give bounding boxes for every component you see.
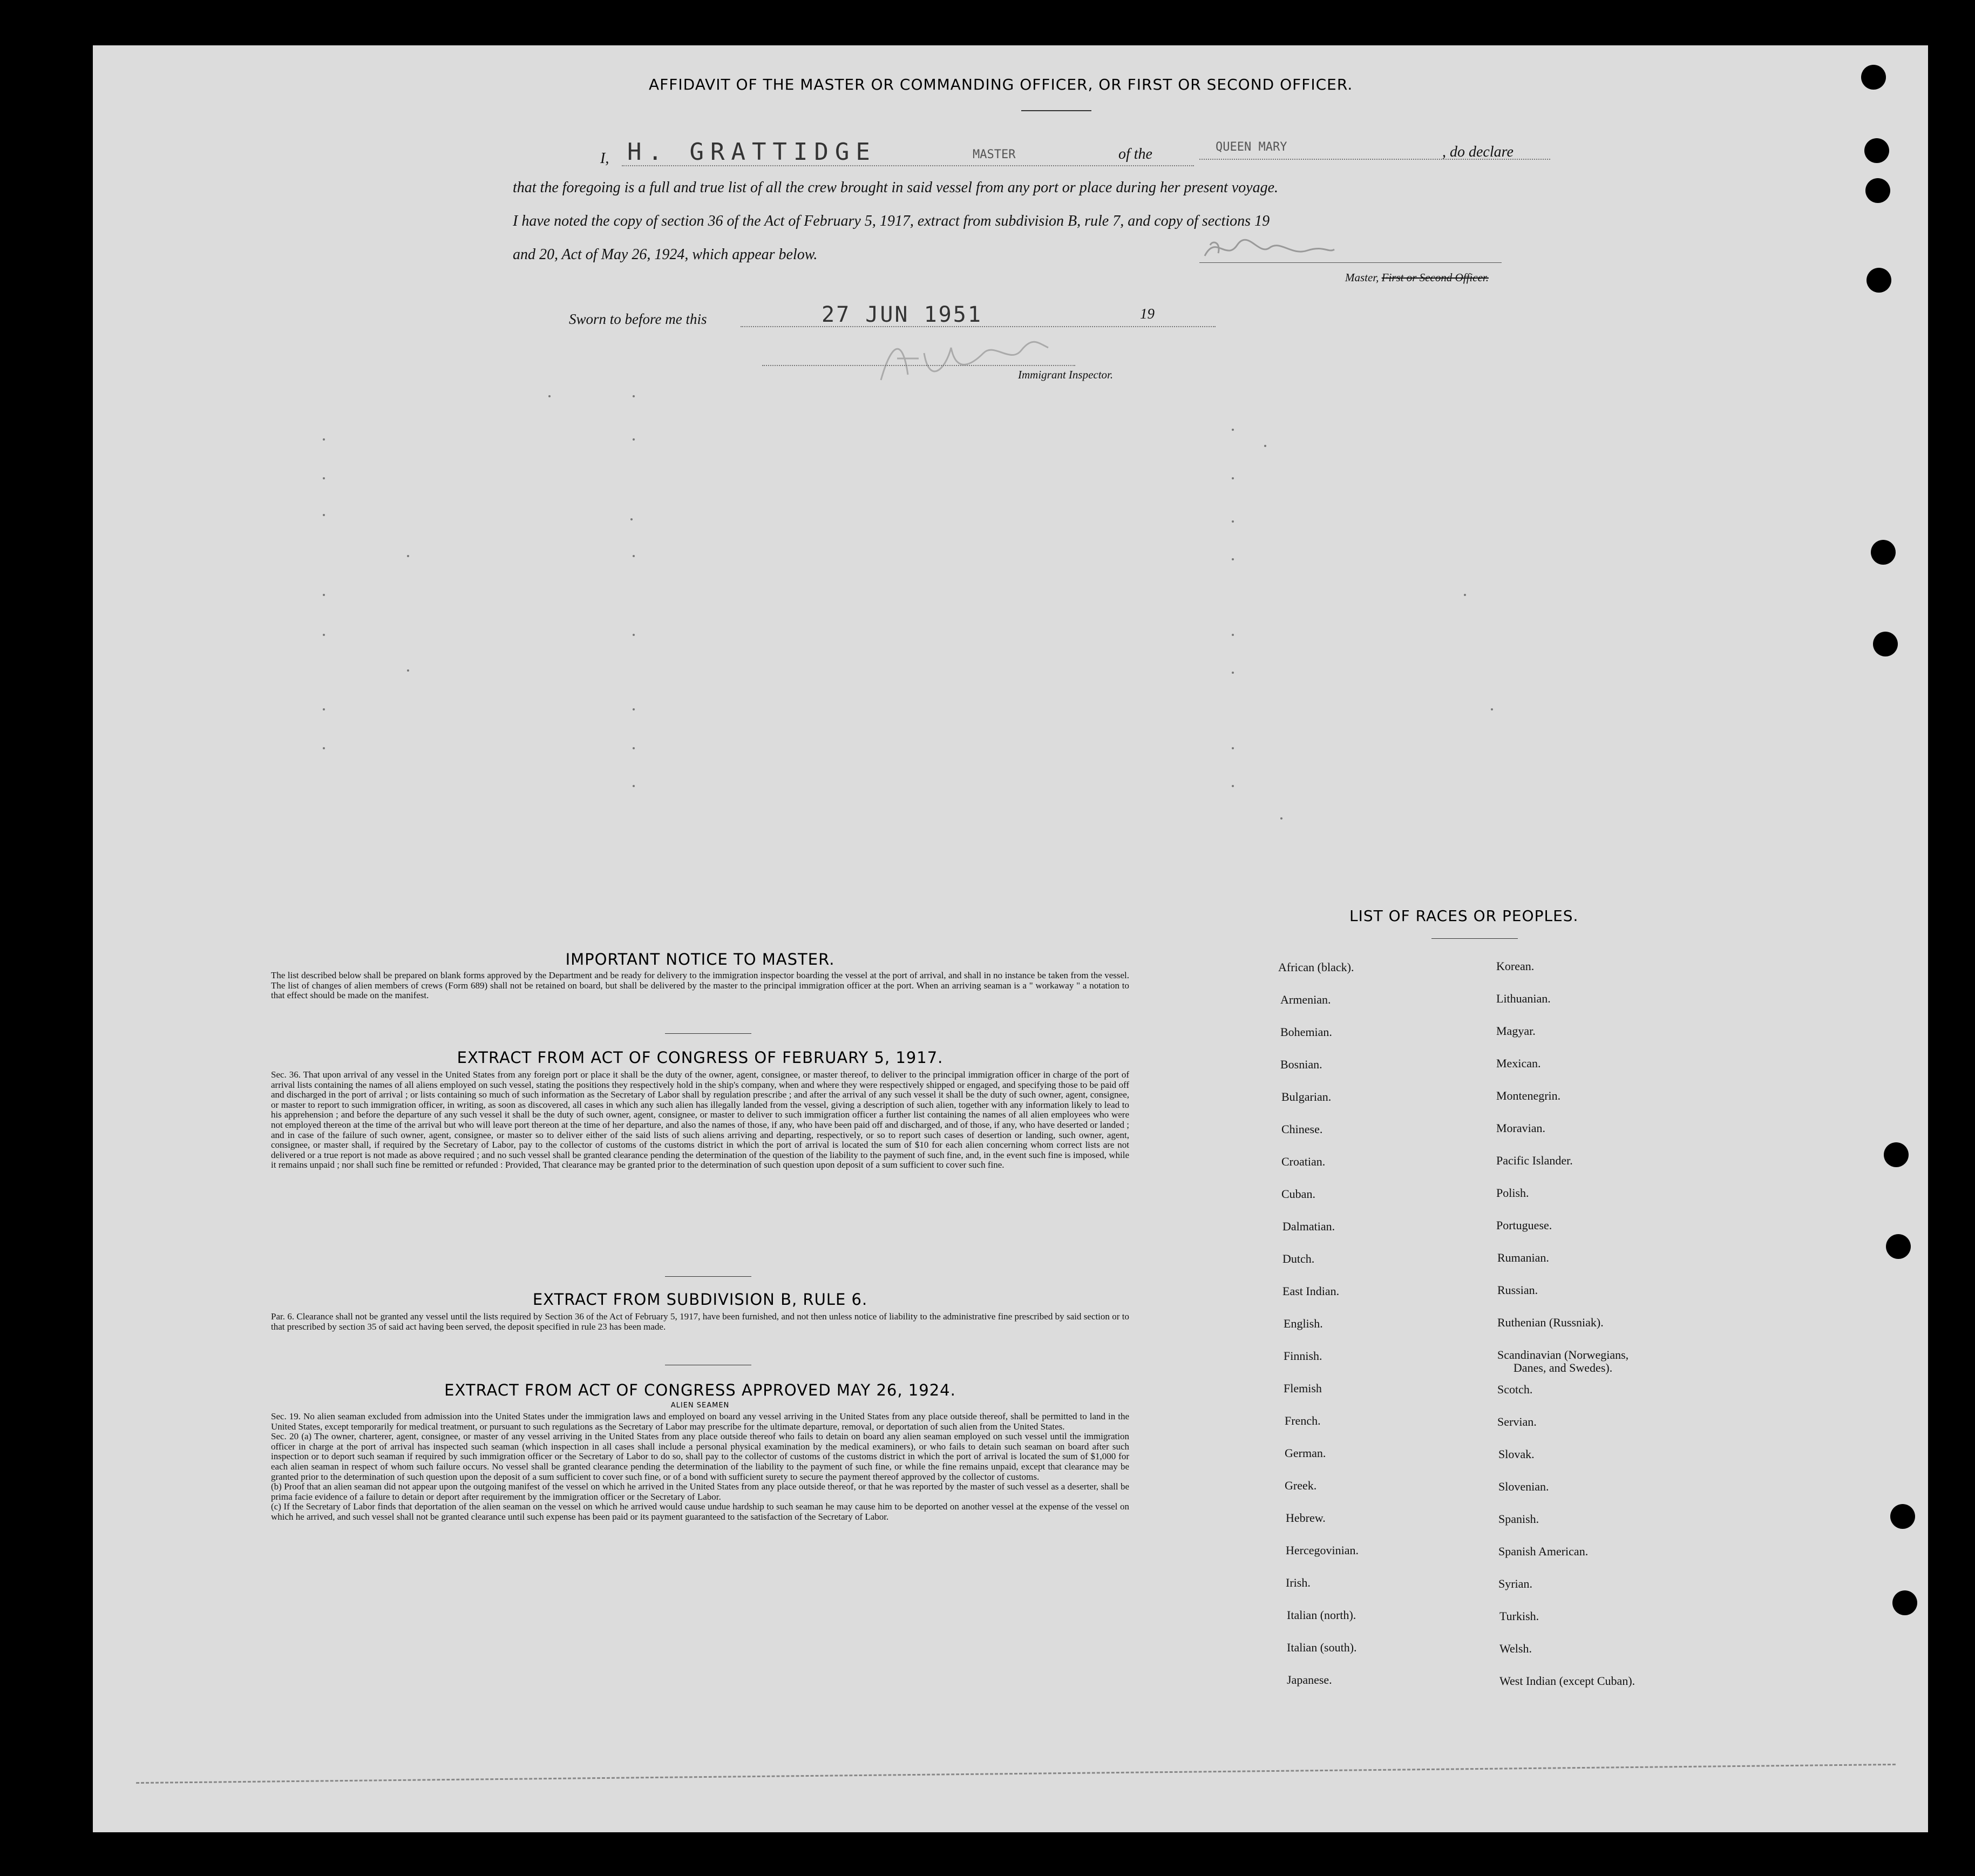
- race-item: Spanish American.: [1498, 1545, 1589, 1558]
- race-item: Dalmatian.: [1282, 1220, 1335, 1233]
- punch-hole: [1871, 540, 1896, 565]
- race-item: Bosnian.: [1280, 1058, 1322, 1071]
- race-item: Flemish: [1284, 1381, 1322, 1395]
- i-label: I,: [600, 150, 609, 167]
- race-item: Finnish.: [1284, 1349, 1322, 1363]
- sworn-label: Sworn to before me this: [569, 311, 707, 327]
- race-item: Moravian.: [1496, 1121, 1546, 1135]
- race-item: Magyar.: [1496, 1024, 1536, 1038]
- punch-hole: [1861, 65, 1886, 90]
- race-item: Hercegovinian.: [1286, 1543, 1359, 1557]
- affidavit-line-3: I have noted the copy of section 36 of the Act of February 5, 1917, extract from subdivision B, rule 7, and copy of sections 19: [513, 213, 1270, 229]
- sworn-date-stamp: 27 JUN 1951: [822, 302, 982, 327]
- extract-1924-title: EXTRACT FROM ACT OF CONGRESS APPROVED MAY 26, 1924.: [444, 1381, 956, 1399]
- race-item: East Indian.: [1282, 1284, 1340, 1298]
- notice-divider: [665, 1033, 751, 1034]
- races-title-underline: [1431, 938, 1518, 939]
- inspector-line: [762, 365, 1075, 366]
- race-item: Slovenian.: [1498, 1480, 1549, 1493]
- race-item: English.: [1284, 1317, 1323, 1330]
- race-item: German.: [1285, 1446, 1326, 1460]
- race-item: Croatian.: [1281, 1155, 1326, 1168]
- race-item: Dutch.: [1282, 1252, 1315, 1265]
- signature-caption: [1345, 271, 1489, 285]
- race-item: Slovak.: [1498, 1447, 1535, 1461]
- race-item: African (black).: [1278, 960, 1354, 974]
- race-item: Greek.: [1285, 1479, 1317, 1492]
- punch-hole: [1867, 268, 1891, 293]
- extract-1917-section: [271, 1048, 1129, 1170]
- race-item: Ruthenian (Russniak).: [1497, 1316, 1604, 1329]
- race-item: Scotch.: [1497, 1383, 1533, 1396]
- race-item: Russian.: [1497, 1283, 1538, 1297]
- affidavit-title: AFFIDAVIT OF THE MASTER OR COMMANDING OFFICER, OR FIRST OR SECOND OFFICER.: [649, 76, 1353, 93]
- race-item: Montenegrin.: [1496, 1089, 1561, 1102]
- title-underline: [1021, 110, 1091, 111]
- punch-hole: [1886, 1234, 1911, 1259]
- race-item: Scandinavian (Norwegians, Danes, and Swedes).: [1497, 1348, 1629, 1374]
- sec-20c-text: (c) If the Secretary of Labor finds that deportation of the alien seaman on the vessel on which he arrived would cause undue hardship to such seaman he may cause him to be deported on another vessel at the expense of the vessel on which he arrived, and such vessel shall not be granted clearance until such expense has been paid or its payment guaranteed to the satisfaction of the Secretary of Labor.: [271, 1501, 1129, 1522]
- affidavit-line-2: that the foregoing is a full and true list of all the crew brought in said vessel from any port or place during her present voyage.: [513, 179, 1279, 196]
- extract-1924-section: [271, 1381, 1129, 1522]
- year-prefix: 19: [1140, 306, 1155, 322]
- race-item: Servian.: [1497, 1415, 1537, 1428]
- struck-officer-caption: First or Second Officer.: [1381, 271, 1489, 284]
- sec-20b-text: (b) Proof that an alien seaman did not appear upon the outgoing manifest of the vessel on which he arrived in the United States from any place outside thereof, or that he was reported by the master of such vessel as a deserter, shall be prima facie evidence of a failure to detain or deport after requirement by the immigration officer or the Secretary of Labor.: [271, 1481, 1129, 1502]
- scan-edge-line: [136, 1764, 1896, 1784]
- punch-hole: [1890, 1504, 1915, 1529]
- vessel-stamp: QUEEN MARY: [1216, 140, 1287, 154]
- sec-20a-text: Sec. 20 (a) The owner, charterer, agent, consignee, or master of any vessel arriving in the United States from any place outside thereof who fails to detain on board any alien seaman employed on such vessel until the immigration officer in charge at the port of arrival has inspected such seaman (which inspection in all cases shall include a personal physical examination by the medical examiners), or who fails to detain such seaman on board after such inspection or to deport such seaman if required by such immigration officer or the Secretary of Labor to do so, shall pay to the collector of customs of the customs district in which the port of arrival is located the sum of $1,000 for each alien seaman in respect of whom such failure occurs. No vessel shall be granted clearance pending the determination of the liability to the payment of such fine, or while the fine remains unpaid, except that clearance may be granted prior to the determination of such question upon the deposit of a sum sufficient to cover such fine, or of a bond with sufficient surety to secure the payment thereof approved by the collector of customs.: [271, 1431, 1129, 1482]
- punch-hole: [1864, 138, 1889, 163]
- name-line: [622, 165, 1194, 166]
- race-item: Cuban.: [1281, 1187, 1315, 1201]
- rule-6-text: Par. 6. Clearance shall not be granted any vessel until the lists required by Section 36 of the Act of February 5, 1917, have been furnished, and not then unless notice of liability to the administrative fine prescribed by said section or to that prescribed by section 35 of said act having been served, the deposit specified in rule 23 has been made.: [271, 1311, 1129, 1332]
- race-item: Spanish.: [1498, 1512, 1539, 1526]
- extract-1917-title: EXTRACT FROM ACT OF CONGRESS OF FEBRUARY 5, 1917.: [457, 1048, 944, 1067]
- punch-hole: [1873, 632, 1898, 656]
- race-item: Irish.: [1286, 1576, 1311, 1589]
- document-sheet: [93, 45, 1928, 1832]
- punch-hole: [1892, 1590, 1917, 1615]
- race-item: Bulgarian.: [1281, 1090, 1332, 1103]
- race-item: Syrian.: [1498, 1577, 1532, 1590]
- master-name: H. GRATTIDGE: [627, 138, 877, 166]
- race-item: Portuguese.: [1496, 1218, 1552, 1232]
- race-item: Polish.: [1496, 1186, 1529, 1200]
- punch-hole: [1865, 178, 1890, 203]
- sec-19-text: Sec. 19. No alien seaman excluded from admission into the United States under the immigration laws and employed on board any vessel arriving in the United States from any place outside thereof, shall be permitted to land in the United States, except temporarily for medical treatment, or pursuant to such regulations as the Secretary of Labor may prescribe for the ultimate departure, removal, or deportation of such alien from the United States.: [271, 1411, 1129, 1432]
- race-item: Italian (north).: [1287, 1608, 1356, 1622]
- rule-6-title: EXTRACT FROM SUBDIVISION B, RULE 6.: [532, 1290, 868, 1309]
- alien-seamen-subtitle: ALIEN SEAMEN: [670, 1401, 730, 1410]
- rank-stamp: MASTER: [973, 148, 1016, 161]
- race-item: Armenian.: [1280, 993, 1331, 1006]
- race-item: Bohemian.: [1280, 1025, 1332, 1039]
- race-item: Korean.: [1496, 959, 1535, 973]
- race-item: West Indian (except Cuban).: [1499, 1674, 1635, 1688]
- punch-hole: [1884, 1142, 1909, 1167]
- race-item: Mexican.: [1496, 1056, 1541, 1070]
- notice-section: [271, 950, 1129, 1001]
- races-title: LIST OF RACES OR PEOPLES.: [1349, 907, 1579, 925]
- race-item: Rumanian.: [1497, 1251, 1549, 1264]
- race-item: Lithuanian.: [1496, 992, 1551, 1005]
- extract-1917-text: Sec. 36. That upon arrival of any vessel in the United States from any foreign port or place it shall be the duty of the owner, agent, consignee, or master thereof, to deliver to the principal immigration officer in charge of the port of arrival lists containing the names of all aliens employed on such vessel, stating the positions they respectively hold in the ship's company, when and where they were respectively shipped or engaged, and specifying those to be paid off and discharged in the port of arrival ; or lists containing so much of such information as the Secretary of Labor shall by regulation prescribe ; and after the arrival of any such vessel it shall be the duty of such owner, agent, consignee, or master to report to such immigration officer, in writing, as soon as discovered, all cases in which any such alien has illegally landed from the vessel, giving a description of such alien, together with any information likely to lead to his apprehension ; and before the departure of any such vessel it shall be the duty of such owner, agent, consignee, or master to deliver to such immigration officer a further list containing the names of all alien employees who were not employed thereon at the time of the arrival but who will leave port thereon at the time of her departure, and also the names of those, if any, who have been paid off and discharged, and of those, if any, who have deserted or landed ; and in case of the failure of such owner, agent, consignee, or master so to deliver either of the said lists of such aliens arriving and departing, respectively, or so to report such cases of desertion or landing, such owner, agent, consignee, or master shall, if required by the Secretary of Labor, pay to the collector of customs of the customs district in which the port of arrival is located the sum of $10 for each alien concerning whom correct lists are not delivered or a true report is not made as above required ; and no such vessel shall be granted clearance pending the determination of the question of the liability to the payment of such fine, and, in the event such fine is imposed, while it remains unpaid ; nor shall such fine be remitted or refunded : Provided, That clearance may be granted prior to the determination of such question upon deposit of a sum sufficient to cover such fine.: [271, 1069, 1129, 1170]
- rule-6-section: [271, 1290, 1129, 1332]
- master-caption: Master,: [1345, 271, 1379, 284]
- of-the-label: of the: [1118, 146, 1152, 162]
- race-item: Welsh.: [1499, 1642, 1532, 1655]
- do-declare-label: , do declare: [1442, 144, 1514, 160]
- race-item: Chinese.: [1281, 1122, 1323, 1136]
- race-item: Italian (south).: [1287, 1641, 1357, 1654]
- extract-1917-divider: [665, 1276, 751, 1277]
- race-item: Hebrew.: [1286, 1511, 1326, 1525]
- notice-title: IMPORTANT NOTICE TO MASTER.: [565, 950, 835, 969]
- race-item: Turkish.: [1499, 1609, 1539, 1623]
- race-item: Japanese.: [1287, 1673, 1332, 1687]
- signature-line: [1199, 262, 1502, 263]
- race-item: French.: [1285, 1414, 1321, 1427]
- master-signature: [1199, 224, 1340, 267]
- affidavit-line-4: and 20, Act of May 26, 1924, which appear below.: [513, 246, 818, 263]
- inspector-label: Immigrant Inspector.: [1018, 368, 1114, 381]
- race-item: Pacific Islander.: [1496, 1154, 1573, 1167]
- notice-text: The list described below shall be prepared on blank forms approved by the Department and be ready for delivery to the immigration inspector boarding the vessel at the port of arrival, and shall in no instance be taken from the vessel. The list of changes of alien members of crews (Form 689) shall not be retained on board, but shall be delivered by the master to the principal immigration officer at the port. When an arriving seaman is a " workaway " a notation to that effect should be made on the manifest.: [271, 970, 1129, 1001]
